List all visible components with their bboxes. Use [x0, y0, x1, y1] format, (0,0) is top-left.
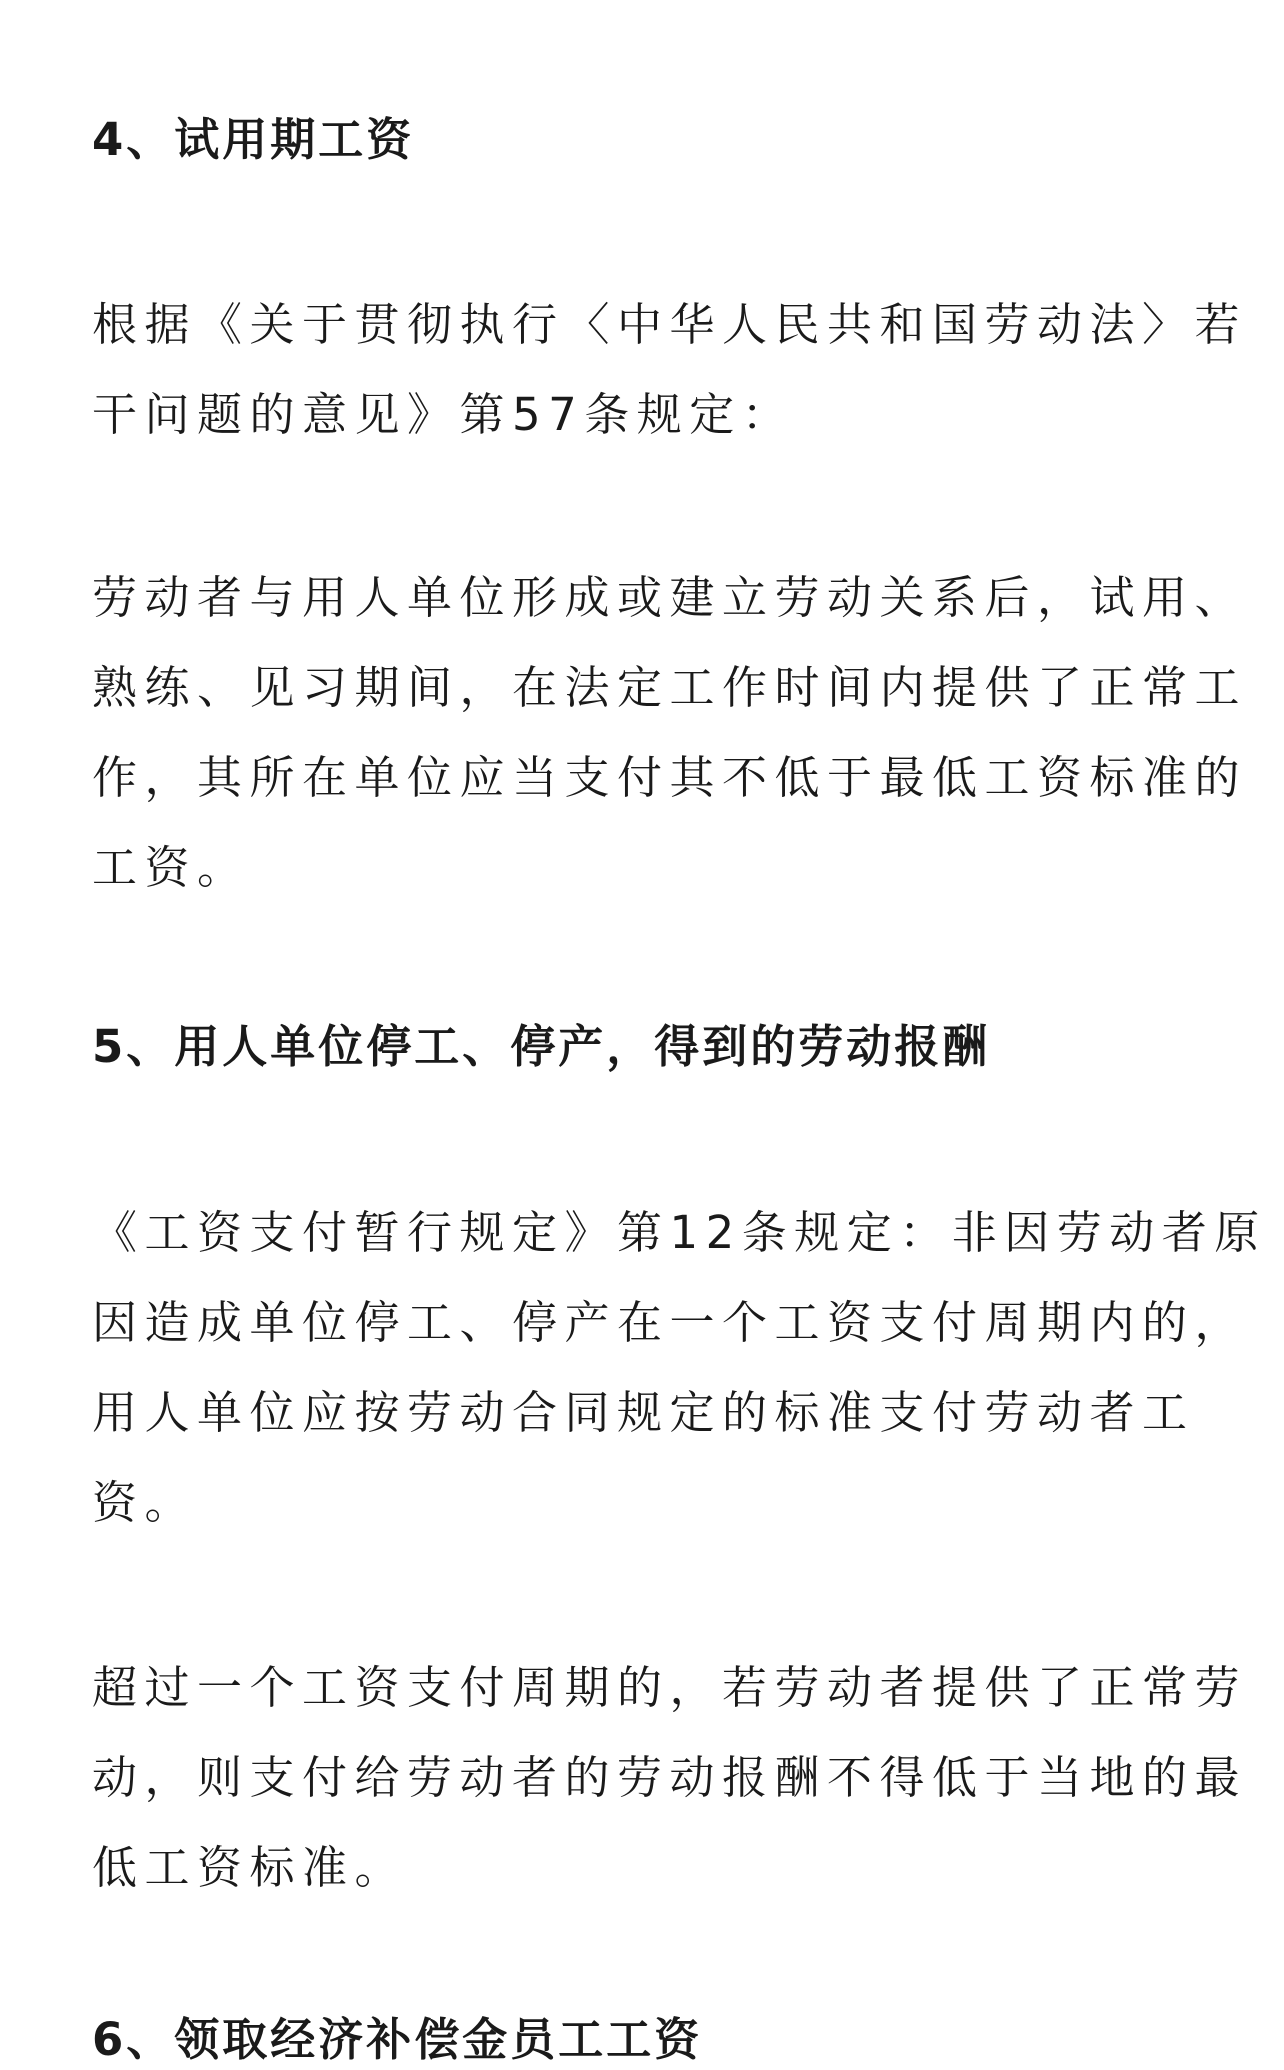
text-line: 熟练、见习期间，在法定工作时间内提供了正常工 — [92, 661, 1248, 714]
text-line: 低工资标准。 — [92, 1841, 408, 1894]
text-line: 劳动者与用人单位形成或建立劳动关系后，试用、 — [92, 571, 1248, 624]
section-5-paragraph-2 — [92, 1643, 1248, 1913]
text-line: 超过一个工资支付周期的，若劳动者提供了正常劳 — [92, 1661, 1248, 1714]
section-4-heading: 4、试用期工资 — [92, 113, 415, 166]
section-6-heading: 6、领取经济补偿金员工工资 — [92, 2013, 703, 2066]
section-4-paragraph-1 — [92, 280, 1248, 460]
text-line: 资。 — [92, 1476, 198, 1529]
text-line: 《工资支付暂行规定》第12条规定：非因劳动者原 — [92, 1206, 1267, 1259]
text-line: 因造成单位停工、停产在一个工资支付周期内的， — [92, 1296, 1248, 1349]
text-line: 动，则支付给劳动者的劳动报酬不得低于当地的最 — [92, 1751, 1248, 1804]
text-line: 作，其所在单位应当支付其不低于最低工资标准的 — [92, 751, 1248, 804]
text-line: 用人单位应按劳动合同规定的标准支付劳动者工 — [92, 1386, 1195, 1439]
text-line: 工资。 — [92, 841, 250, 894]
section-5-heading: 5、用人单位停工、停产，得到的劳动报酬 — [92, 1020, 991, 1073]
text-line: 干问题的意见》第57条规定： — [92, 388, 795, 441]
section-4-paragraph-2 — [92, 553, 1248, 913]
section-5-paragraph-1 — [92, 1188, 1267, 1548]
text-line: 根据《关于贯彻执行〈中华人民共和国劳动法〉若 — [92, 298, 1248, 351]
